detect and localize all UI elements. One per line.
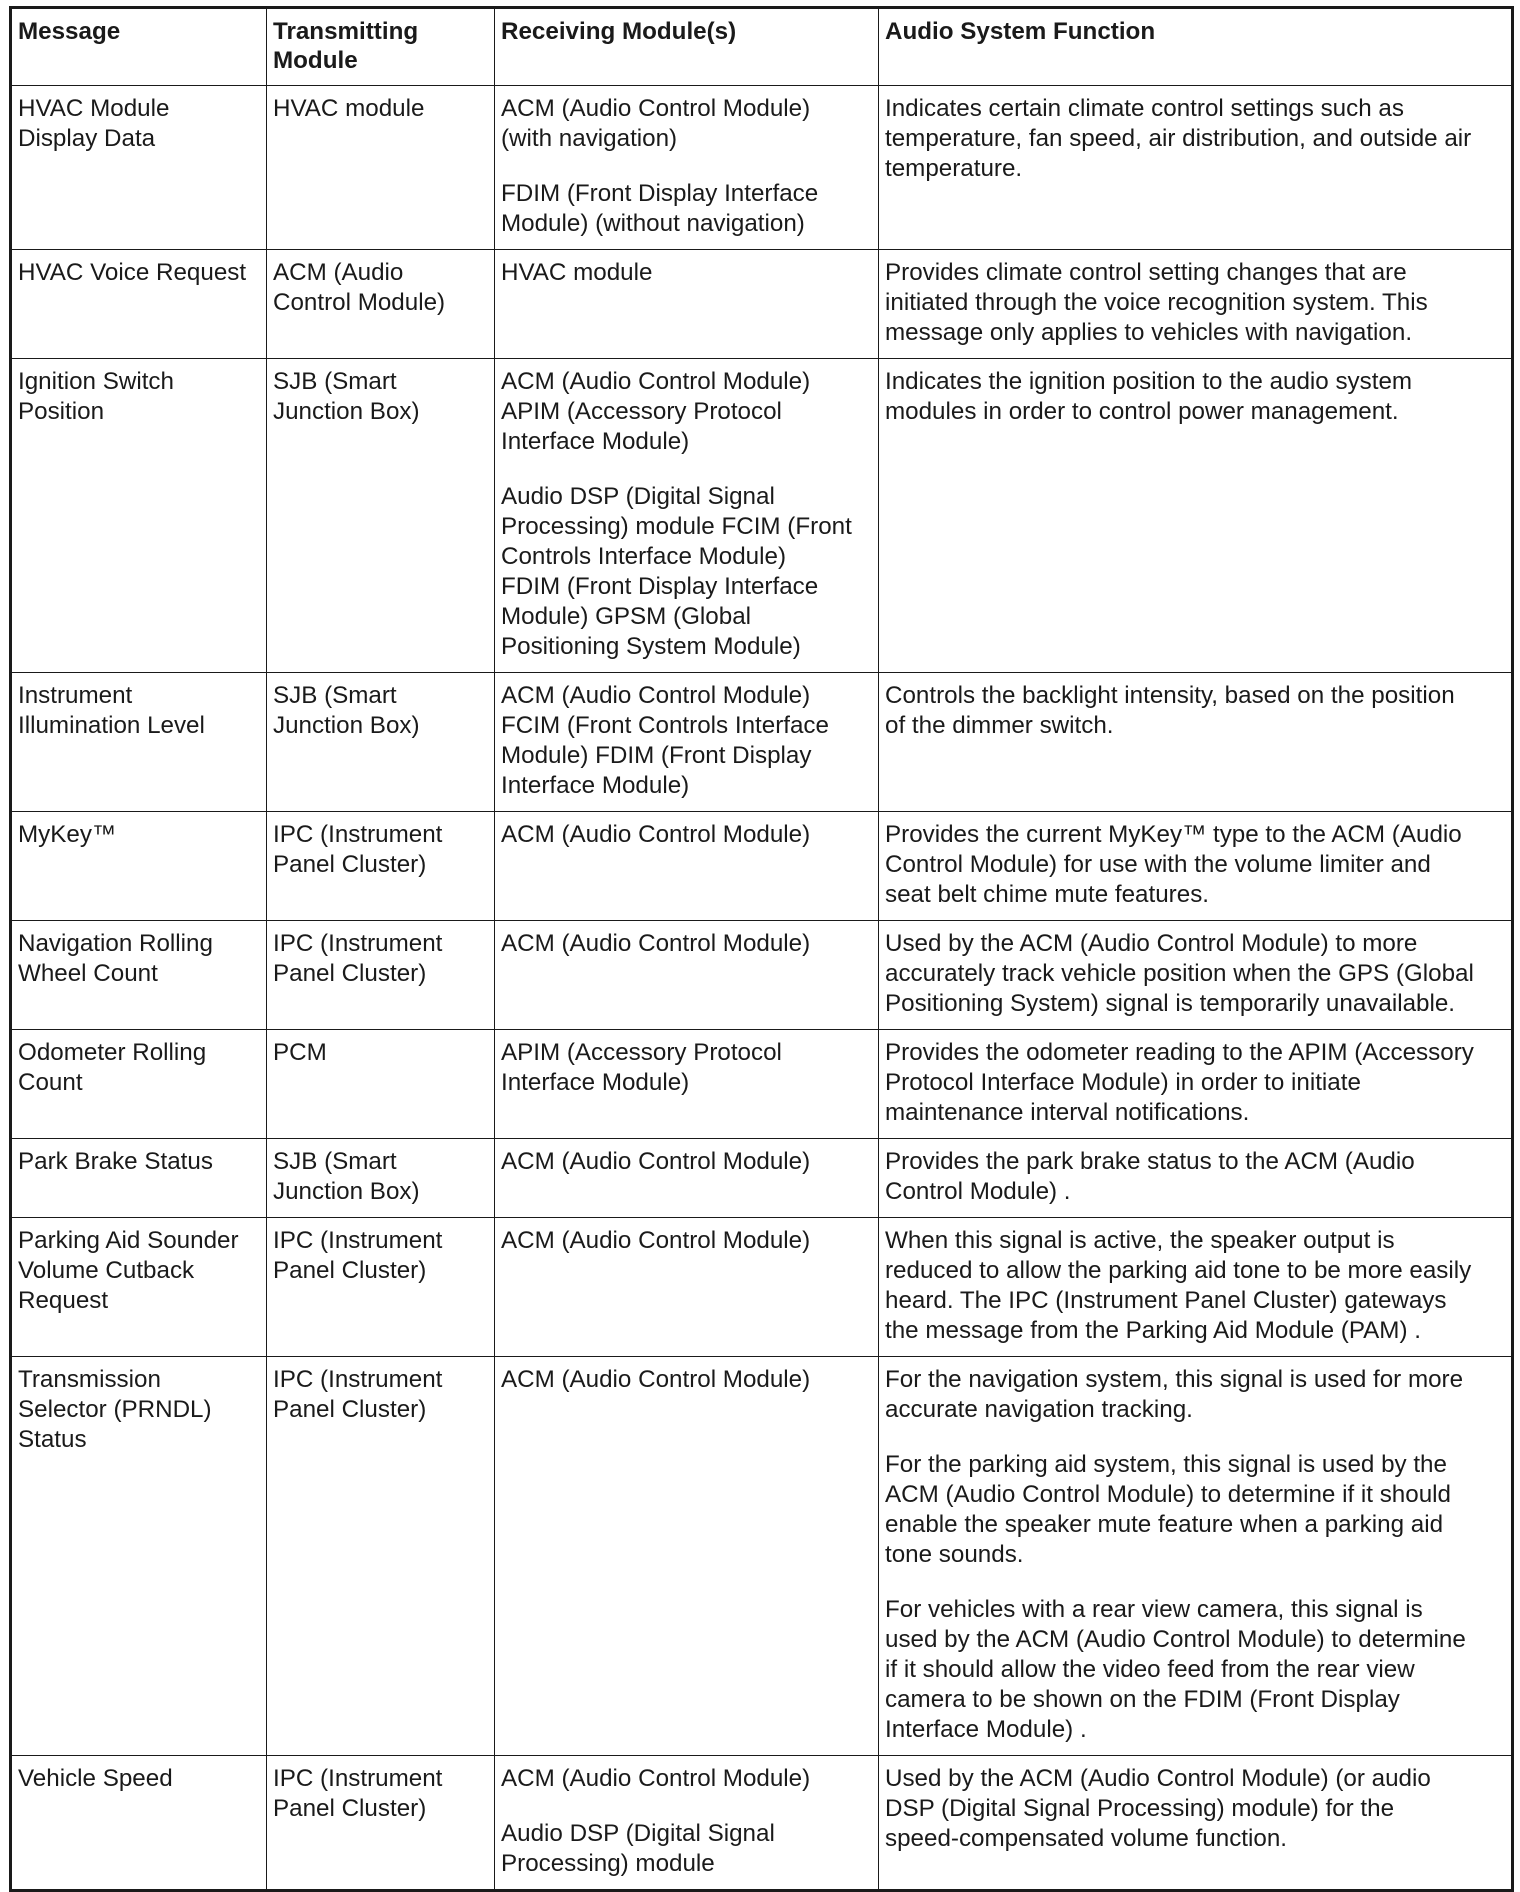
table-row	[11, 1357, 1513, 1756]
cell-audio-system-function	[879, 1030, 1513, 1139]
cell-transmitting-module	[267, 1030, 495, 1139]
cell-receiving-modules	[495, 1030, 879, 1139]
cell-audio-system-function	[879, 1357, 1513, 1756]
cell-transmitting-module-text: IPC (Instrument Panel Cluster)	[273, 930, 443, 987]
cell-audio-system-function-text: For the navigation system, this signal is used for more accurate navigation tracking.	[885, 1366, 1464, 1423]
cell-message-text: MyKey™	[18, 821, 117, 848]
cell-audio-system-function	[879, 1139, 1513, 1218]
cell-message	[11, 1030, 267, 1139]
message-table	[9, 6, 1514, 1892]
cell-receiving-modules	[495, 1218, 879, 1357]
cell-audio-system-function	[879, 250, 1513, 359]
cell-message	[11, 1218, 267, 1357]
header-message: Message	[11, 8, 267, 86]
cell-transmitting-module-text: PCM	[273, 1039, 327, 1066]
header-row	[11, 8, 1513, 86]
cell-audio-system-function-text: Provides the park brake status to the ACM (Audio Control Module) .	[885, 1148, 1415, 1205]
cell-message-text: Vehicle Speed	[18, 1765, 173, 1792]
cell-transmitting-module-text: SJB (Smart Junction Box)	[273, 368, 420, 425]
cell-transmitting-module	[267, 921, 495, 1030]
cell-audio-system-function	[879, 1218, 1513, 1357]
cell-audio-system-function	[879, 812, 1513, 921]
table-row	[11, 1756, 1513, 1891]
cell-message	[11, 359, 267, 673]
cell-transmitting-module	[267, 359, 495, 673]
cell-message	[11, 86, 267, 250]
cell-message	[11, 1139, 267, 1218]
cell-message	[11, 673, 267, 812]
header-audio-system-function: Audio System Function	[879, 8, 1513, 86]
cell-message-text: HVAC Voice Request	[18, 259, 247, 286]
cell-receiving-modules-text: ACM (Audio Control Module)	[501, 1765, 811, 1792]
cell-audio-system-function	[879, 1756, 1513, 1891]
cell-message-text: Odometer Rolling Count	[18, 1039, 207, 1096]
cell-receiving-modules	[495, 1756, 879, 1891]
cell-message-text: Instrument Illumination Level	[18, 682, 205, 739]
cell-audio-system-function-text: Provides climate control setting changes that are initiated through the voice recognition system. This message only applies to vehicles with navigation.	[885, 259, 1428, 346]
cell-audio-system-function	[879, 86, 1513, 250]
cell-transmitting-module-text: IPC (Instrument Panel Cluster)	[273, 1366, 443, 1423]
table-body	[11, 86, 1513, 1891]
cell-audio-system-function	[879, 673, 1513, 812]
cell-receiving-modules	[495, 1139, 879, 1218]
cell-message-text: Navigation Rolling Wheel Count	[18, 930, 213, 987]
cell-message	[11, 1357, 267, 1756]
cell-transmitting-module	[267, 1139, 495, 1218]
cell-audio-system-function	[879, 359, 1513, 673]
header-receiving-modules: Receiving Module(s)	[495, 8, 879, 86]
cell-transmitting-module-text: IPC (Instrument Panel Cluster)	[273, 1765, 443, 1822]
table-row	[11, 1030, 1513, 1139]
cell-audio-system-function-text: Used by the ACM (Audio Control Module) to more accurately track vehicle position when the GPS (Global Positioning System) signal is temporarily unavailable.	[885, 930, 1474, 1017]
cell-receiving-modules	[495, 359, 879, 673]
cell-audio-system-function-text: Controls the backlight intensity, based on the position of the dimmer switch.	[885, 682, 1455, 739]
cell-message	[11, 1756, 267, 1891]
cell-receiving-modules-text: ACM (Audio Control Module) FCIM (Front Controls Interface Module) FDIM (Front Display Interface Module)	[501, 682, 829, 799]
table-row	[11, 921, 1513, 1030]
cell-transmitting-module	[267, 673, 495, 812]
cell-receiving-modules-text: ACM (Audio Control Module) APIM (Accessory Protocol Interface Module)	[501, 368, 811, 455]
cell-receiving-modules-text: HVAC module	[501, 259, 653, 286]
cell-audio-system-function-text: Provides the odometer reading to the APIM (Accessory Protocol Interface Module) in order to initiate maintenance interval notifications.	[885, 1039, 1474, 1126]
cell-receiving-modules	[495, 921, 879, 1030]
cell-audio-system-function-text: Indicates the ignition position to the audio system modules in order to control power management.	[885, 368, 1413, 425]
cell-receiving-modules	[495, 86, 879, 250]
cell-transmitting-module	[267, 1218, 495, 1357]
cell-receiving-modules	[495, 812, 879, 921]
cell-receiving-modules-text: ACM (Audio Control Module)	[501, 1227, 811, 1254]
cell-transmitting-module	[267, 250, 495, 359]
cell-message-text: Transmission Selector (PRNDL) Status	[18, 1366, 212, 1453]
cell-receiving-modules-text: ACM (Audio Control Module)	[501, 930, 811, 957]
cell-transmitting-module	[267, 1756, 495, 1891]
cell-receiving-modules	[495, 673, 879, 812]
cell-receiving-modules-text: ACM (Audio Control Module)	[501, 1366, 811, 1393]
header-transmitting-module: Transmitting Module	[267, 8, 495, 86]
table-row	[11, 1139, 1513, 1218]
cell-transmitting-module	[267, 1357, 495, 1756]
table-header	[11, 8, 1513, 86]
cell-receiving-modules-text: Audio DSP (Digital Signal Processing) module	[501, 1820, 775, 1877]
cell-receiving-modules	[495, 250, 879, 359]
cell-message-text: HVAC Module Display Data	[18, 95, 170, 152]
cell-audio-system-function	[879, 921, 1513, 1030]
cell-transmitting-module-text: IPC (Instrument Panel Cluster)	[273, 821, 443, 878]
cell-audio-system-function-text: When this signal is active, the speaker output is reduced to allow the parking aid tone to be more easily heard. The IPC (Instrument Panel Cluster) gateways the message from the Parking Aid Module (PAM) .	[885, 1227, 1472, 1344]
table-row	[11, 86, 1513, 250]
cell-message-text: Park Brake Status	[18, 1148, 213, 1175]
cell-transmitting-module-text: HVAC module	[273, 95, 425, 122]
cell-receiving-modules-text: ACM (Audio Control Module)	[501, 1148, 811, 1175]
cell-transmitting-module	[267, 86, 495, 250]
cell-receiving-modules-text: Audio DSP (Digital Signal Processing) module FCIM (Front Controls Interface Module) FDIM (Front Display Interface Module) GPSM (Global Positioning System Module)	[501, 483, 852, 660]
cell-audio-system-function-text: For the parking aid system, this signal is used by the ACM (Audio Control Module) to determine if it should enable the speaker mute feature when a parking aid tone sounds.	[885, 1451, 1451, 1568]
cell-message-text: Ignition Switch Position	[18, 368, 174, 425]
cell-audio-system-function-text: Indicates certain climate control settings such as temperature, fan speed, air distribution, and outside air temperature.	[885, 95, 1472, 182]
cell-message-text: Parking Aid Sounder Volume Cutback Request	[18, 1227, 239, 1314]
cell-receiving-modules-text: ACM (Audio Control Module) (with navigation)	[501, 95, 811, 152]
table-row	[11, 812, 1513, 921]
cell-audio-system-function-text: Used by the ACM (Audio Control Module) (or audio DSP (Digital Signal Processing) module) for the speed-compensated volume function.	[885, 1765, 1431, 1852]
cell-audio-system-function-text: For vehicles with a rear view camera, this signal is used by the ACM (Audio Control Module) to determine if it should allow the video feed from the rear view camera to be shown on the FDIM (Front Display Interface Module) .	[885, 1596, 1466, 1743]
table-row	[11, 1218, 1513, 1357]
cell-receiving-modules	[495, 1357, 879, 1756]
cell-message	[11, 812, 267, 921]
cell-transmitting-module-text: SJB (Smart Junction Box)	[273, 682, 420, 739]
cell-receiving-modules-text: FDIM (Front Display Interface Module) (without navigation)	[501, 180, 819, 237]
cell-transmitting-module-text: IPC (Instrument Panel Cluster)	[273, 1227, 443, 1284]
cell-transmitting-module-text: SJB (Smart Junction Box)	[273, 1148, 420, 1205]
cell-receiving-modules-text: ACM (Audio Control Module)	[501, 821, 811, 848]
cell-transmitting-module	[267, 812, 495, 921]
cell-message	[11, 921, 267, 1030]
table-row	[11, 673, 1513, 812]
table-row	[11, 359, 1513, 673]
cell-transmitting-module-text: ACM (Audio Control Module)	[273, 259, 446, 316]
table-row	[11, 250, 1513, 359]
cell-message	[11, 250, 267, 359]
cell-receiving-modules-text: APIM (Accessory Protocol Interface Module)	[501, 1039, 782, 1096]
cell-audio-system-function-text: Provides the current MyKey™ type to the ACM (Audio Control Module) for use with the volume limiter and seat belt chime mute features.	[885, 821, 1462, 908]
